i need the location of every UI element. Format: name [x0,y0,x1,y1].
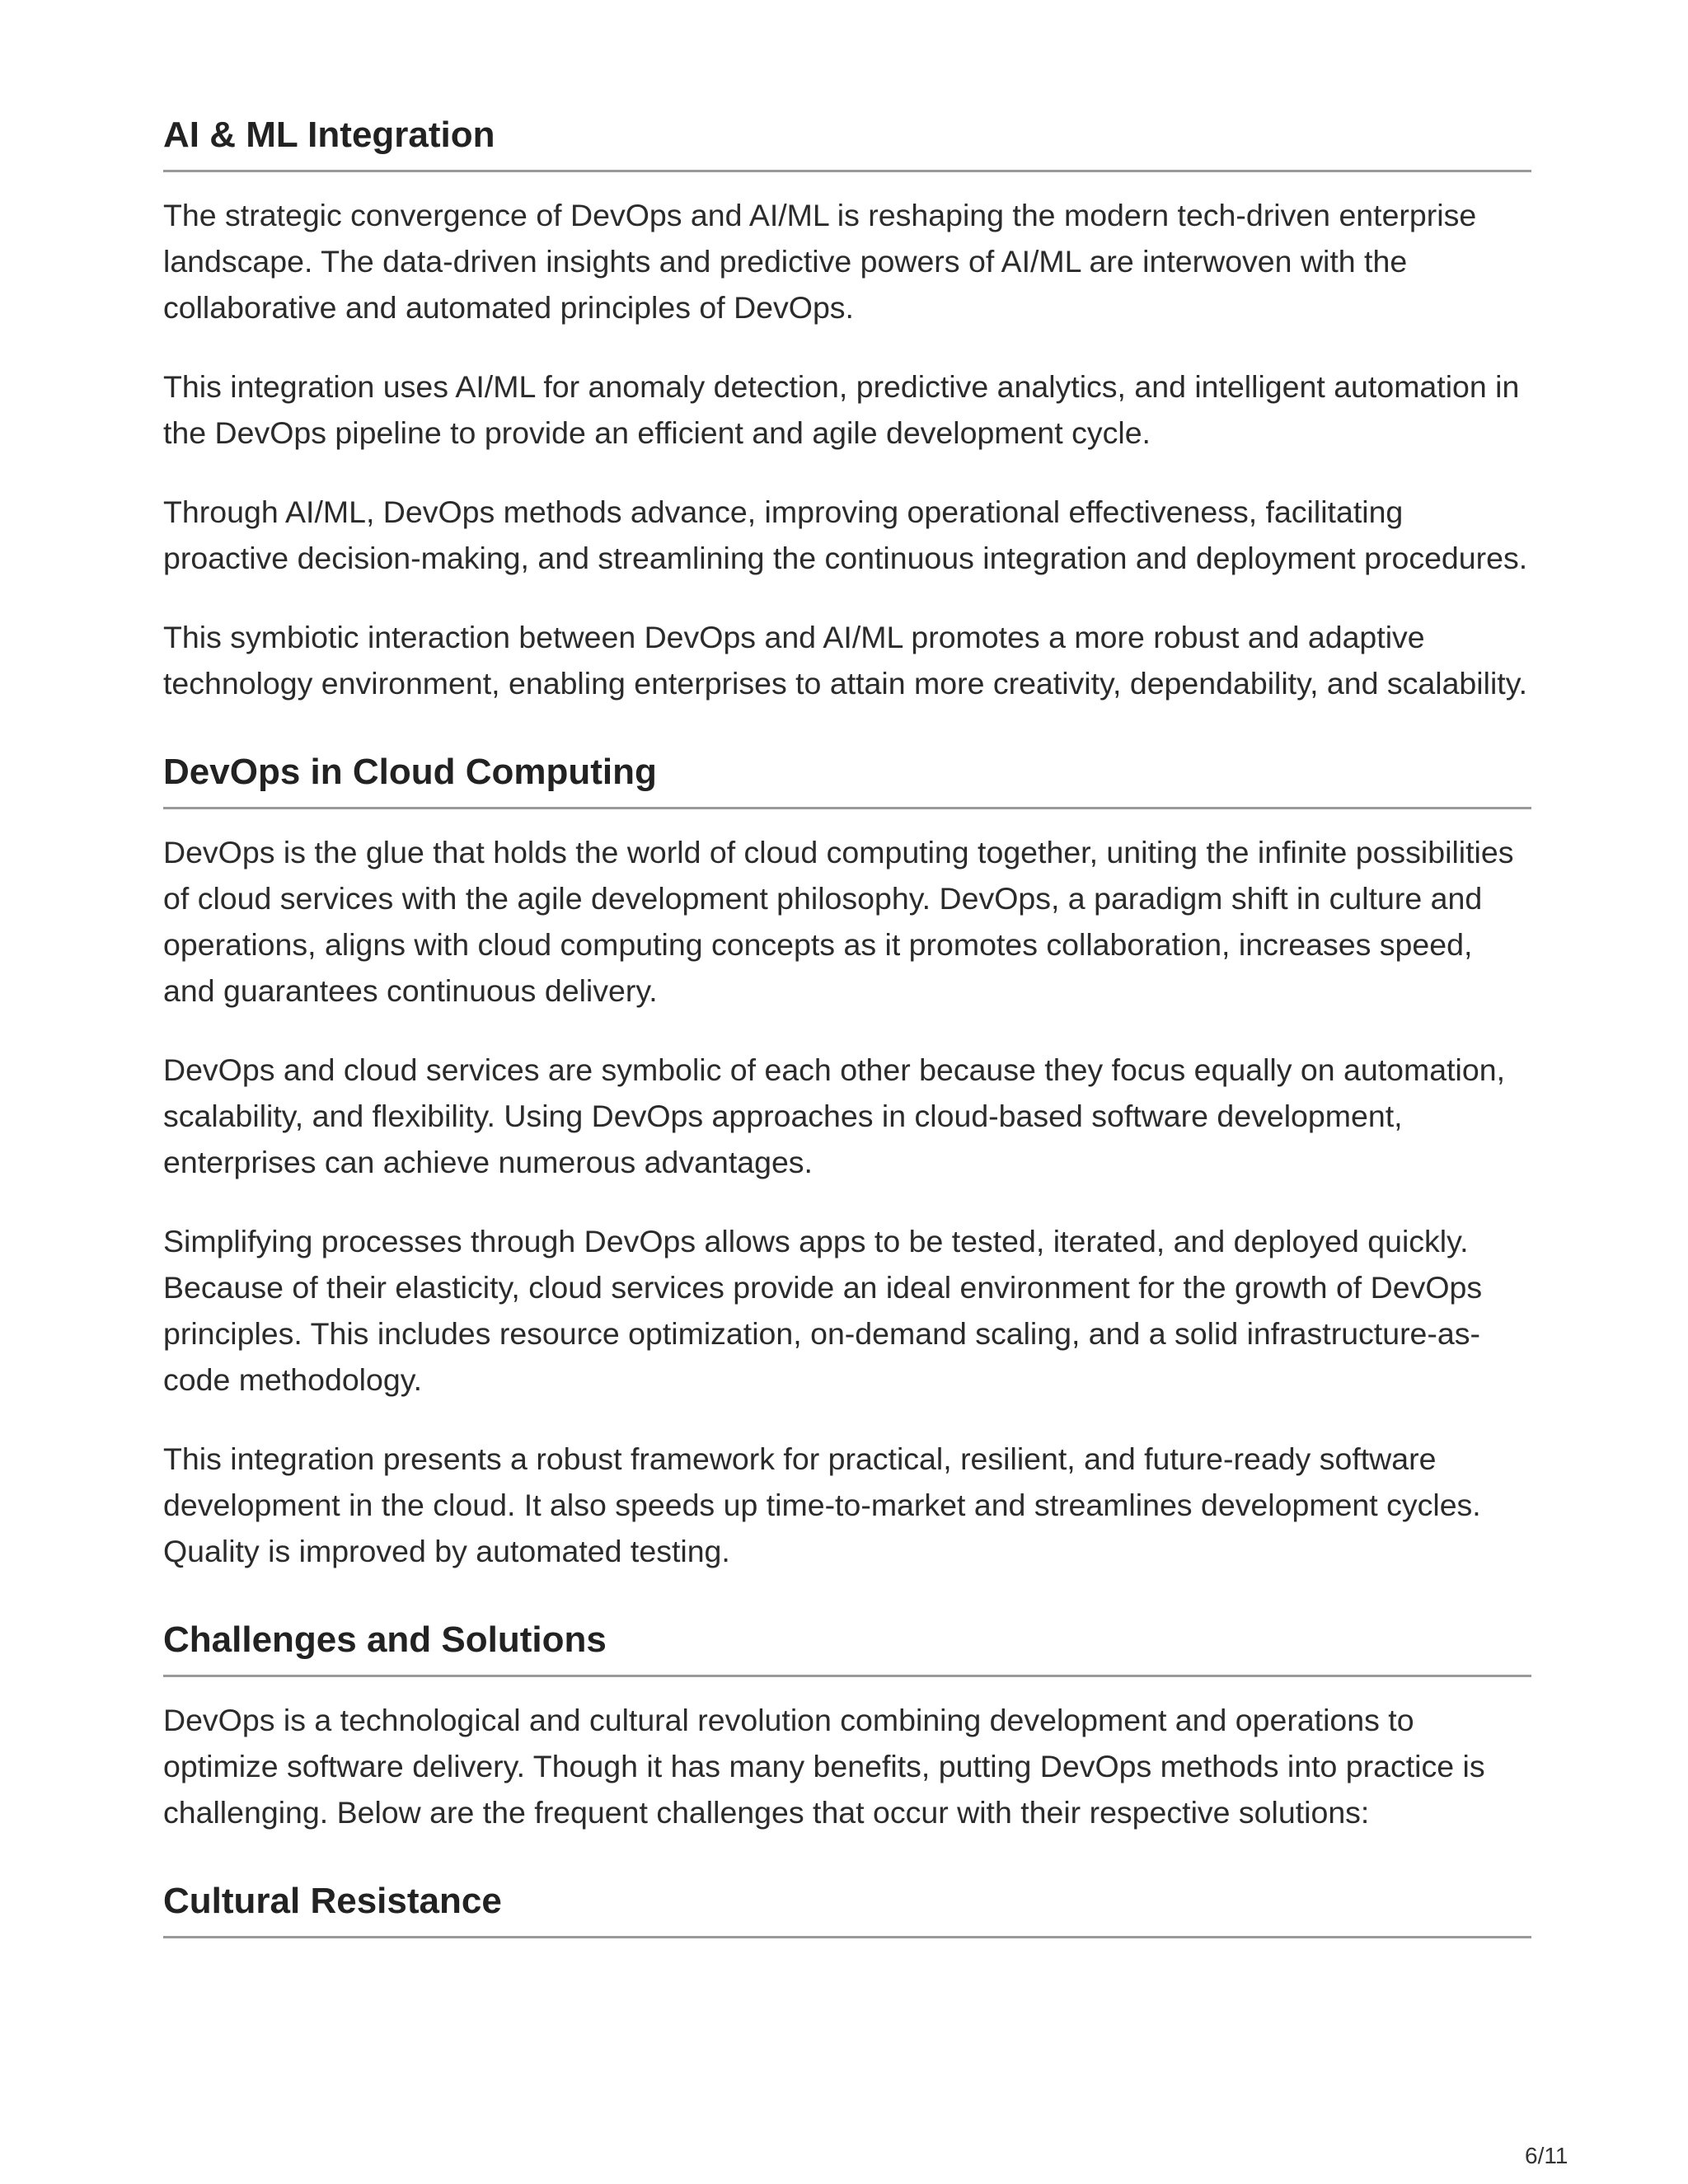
section-cultural-resistance [163,1875,1531,1938]
section-paragraphs [163,192,1531,706]
page-number: 6/11 [1525,2143,1568,2168]
section-devops-cloud-computing [163,746,1531,1574]
paragraph: The strategic convergence of DevOps and AI/ML is reshaping the modern tech-driven enterprise landscape. The data-driven insights and predictive powers of AI/ML are interwoven with the collaborative and automated principles of DevOps. [163,198,1477,325]
document-body [163,109,1531,1938]
section-paragraphs [163,1697,1531,1835]
paragraph: This symbiotic interaction between DevOps and AI/ML promotes a more robust and adaptive technology environment, enabling enterprises to attain more creativity, dependability, and scalability. [163,620,1528,701]
section-paragraphs [163,829,1531,1574]
paragraph: This integration presents a robust framework for practical, resilient, and future-ready software development in the cloud. It also speeds up time-to-market and streamlines development cycles. Quality is improved by automated testing. [163,1441,1481,1568]
paragraph: This integration uses AI/ML for anomaly detection, predictive analytics, and intelligent automation in the DevOps pipeline to provide an efficient and agile development cycle. [163,369,1520,450]
section-challenges-solutions [163,1614,1531,1835]
paragraph: Through AI/ML, DevOps methods advance, improving operational effectiveness, facilitating proactive decision-making, and streamlining the continuous integration and deployment procedures. [163,494,1528,575]
paragraph: Simplifying processes through DevOps allows apps to be tested, iterated, and deployed quickly. Because of their elasticity, cloud services provide an ideal environment for the growth of DevOps principles. This includes resource optimization, on-demand scaling, and a solid infrastructure-as-code methodology. [163,1224,1483,1397]
section-heading: Challenges and Solutions [163,1614,1531,1677]
paragraph: DevOps and cloud services are symbolic of each other because they focus equally on automation, scalability, and flexibility. Using DevOps approaches in cloud-based software development, enterprises can achieve numerous advantages. [163,1052,1505,1179]
section-heading: Cultural Resistance [163,1875,1531,1938]
section-ai-ml-integration [163,109,1531,706]
section-heading: DevOps in Cloud Computing [163,746,1531,809]
paragraph: DevOps is the glue that holds the world of cloud computing together, uniting the infinite possibilities of cloud services with the agile development philosophy. DevOps, a paradigm shift in culture and operations, aligns with cloud computing concepts as it promotes collaboration, increases speed, and guarantees continuous delivery. [163,835,1514,1008]
paragraph: DevOps is a technological and cultural revolution combining development and operations to optimize software delivery. Though it has many benefits, putting DevOps methods into practice is challenging. Below are the frequent challenges that occur with their respective solutions: [163,1703,1485,1830]
section-heading: AI & ML Integration [163,109,1531,172]
